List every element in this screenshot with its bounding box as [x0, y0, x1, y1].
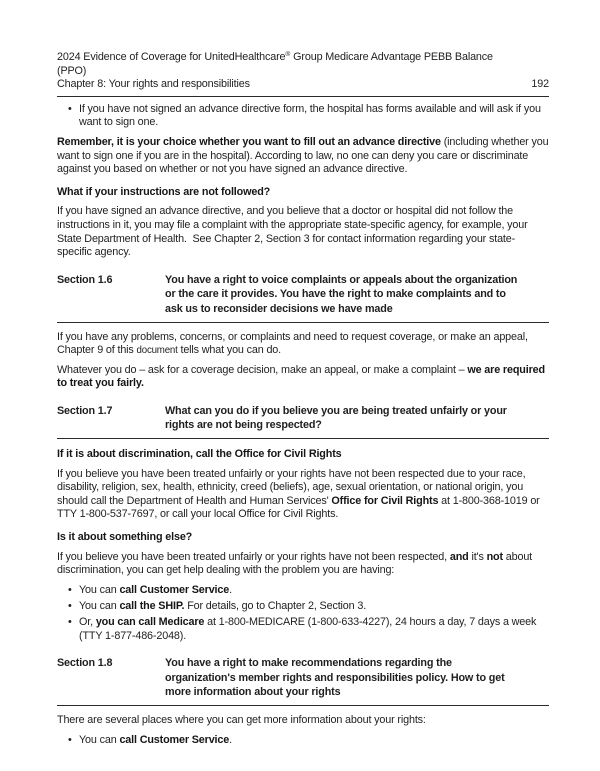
text-segment: You can: [79, 583, 120, 596]
list-item-customer-service-2: [68, 734, 549, 748]
text-segment: If you believe you have been treated unfairly or your rights have not been respected,: [57, 550, 450, 563]
text-segment: we are required to treat you fairly.: [57, 363, 545, 390]
section-1-6-heading: [57, 273, 549, 323]
text-segment: Remember, it is your choice whether you want to fill out an advance directive: [57, 135, 441, 148]
text-segment: There are several places where you can get more information about your rights:: [57, 713, 426, 726]
list-item-customer-service: [68, 584, 549, 598]
list-item-medicare: [68, 616, 549, 643]
section-1-7-title: What can you do if you believe you are being treated unfairly or your rights are not being respected?: [165, 404, 507, 432]
section-1-8-heading: [57, 656, 549, 706]
text-segment: For details, go to Chapter 2, Section 3.: [184, 599, 367, 612]
something-else-heading: Is it about something else?: [57, 531, 193, 544]
something-else-paragraph: [57, 551, 549, 578]
whatever-paragraph: [57, 364, 549, 391]
text-segment: 2024 Evidence of Coverage for UnitedHealthcare: [57, 51, 286, 63]
section-1-8-label: Section 1.8: [57, 657, 113, 670]
page-number: 192: [531, 78, 549, 91]
text-segment: call the SHIP.: [119, 599, 185, 612]
problems-paragraph: [57, 331, 549, 358]
text-segment: .: [229, 583, 232, 596]
advance-directive-list: [57, 103, 549, 130]
chapter-title: Chapter 8: Your rights and responsibilities: [57, 78, 250, 91]
discrimination-heading: If it is about discrimination, call the Office for Civil Rights: [57, 448, 342, 461]
text-segment: you can call Medicare: [95, 616, 205, 628]
list-item-advance-directive: [68, 103, 549, 130]
doc-title-line2: (PPO): [57, 64, 87, 77]
doc-title-line1: [57, 48, 549, 65]
chapter-row: [57, 78, 549, 92]
list-item-ship: [68, 600, 549, 614]
text-segment: ®: [285, 51, 291, 58]
text-segment: call Customer Service: [119, 733, 230, 746]
text-segment: document: [136, 345, 178, 357]
section-1-7-label: Section 1.7: [57, 404, 113, 417]
more-info-paragraph: [57, 714, 549, 728]
text-segment: Group Medicare Advantage PEBB Balance: [290, 51, 493, 63]
complaint-paragraph: [57, 205, 549, 259]
text-segment: Whatever you do – ask for a coverage decision, make an appeal, or make a complaint –: [57, 363, 468, 376]
text-segment: it's: [468, 550, 487, 563]
text-segment: at 1-800-MEDICARE (1-800-633-4227), 24 hours a day, 7 days a week (TTY 1-877-486-2048).: [79, 616, 537, 642]
text-segment: at 1-800-368-1019 or TTY 1-800-537-7697, or call your local Office for Civil Rights.: [57, 494, 540, 521]
text-segment: Or,: [79, 616, 96, 628]
page-body: [57, 103, 549, 747]
section-1-8-title: You have a right to make recommendations regarding the organization's member rights and responsibilities policy. How to get more information about your rights: [165, 657, 505, 699]
more-info-list: [57, 734, 549, 748]
section-1-6-title: You have a right to voice complaints or appeals about the organization or the care it provides. You have the right to make complaints and to ask us to reconsider decisions we have made: [165, 273, 518, 315]
text-segment: not: [486, 550, 503, 563]
text-segment: If you believe you have been treated unfairly or your rights have not been respected due to your race, disability, religion, sex, health, ethnicity, creed (beliefs), age, sexual orientation, or national origin, you should call the Department of Health and Human Services': [57, 467, 526, 507]
page-header: [57, 48, 549, 97]
text-segment: If you have signed an advance directive, and you believe that a doctor or hospital did not follow the instructions in it, you may file a complaint with the appropriate state-specific agency, for example, your State Department of Health. See Chapter 2, Section 3 for contact information regarding your state-specific agency.: [57, 205, 528, 259]
remember-paragraph: [57, 136, 549, 177]
text-segment: (including whether you want to sign one if you are in the hospital). According to law, no one can deny you care or discriminate against you based on whether or not you have signed an advance directive.: [57, 135, 549, 176]
discrimination-paragraph: [57, 468, 549, 522]
text-segment: If you have not signed an advance directive form, the hospital has forms available and will ask if you want to sign one.: [79, 102, 541, 129]
text-segment: about discrimination, you can get help dealing with the problem you are having:: [57, 550, 533, 577]
text-segment: You can: [79, 733, 120, 746]
text-segment: If you have any problems, concerns, or complaints and need to request coverage, or make an appeal, Chapter 9 of this: [57, 330, 528, 357]
text-segment: tells what you can do.: [177, 344, 282, 357]
section-1-7-heading: [57, 404, 549, 439]
text-segment: .: [229, 733, 232, 746]
section-1-6-label: Section 1.6: [57, 273, 113, 286]
text-segment: You can: [79, 599, 120, 612]
text-segment: call Customer Service: [119, 583, 230, 596]
instructions-heading: What if your instructions are not followed?: [57, 185, 271, 198]
text-segment: and: [449, 550, 469, 563]
help-options-list: [57, 584, 549, 643]
text-segment: Office for Civil Rights: [331, 494, 439, 507]
